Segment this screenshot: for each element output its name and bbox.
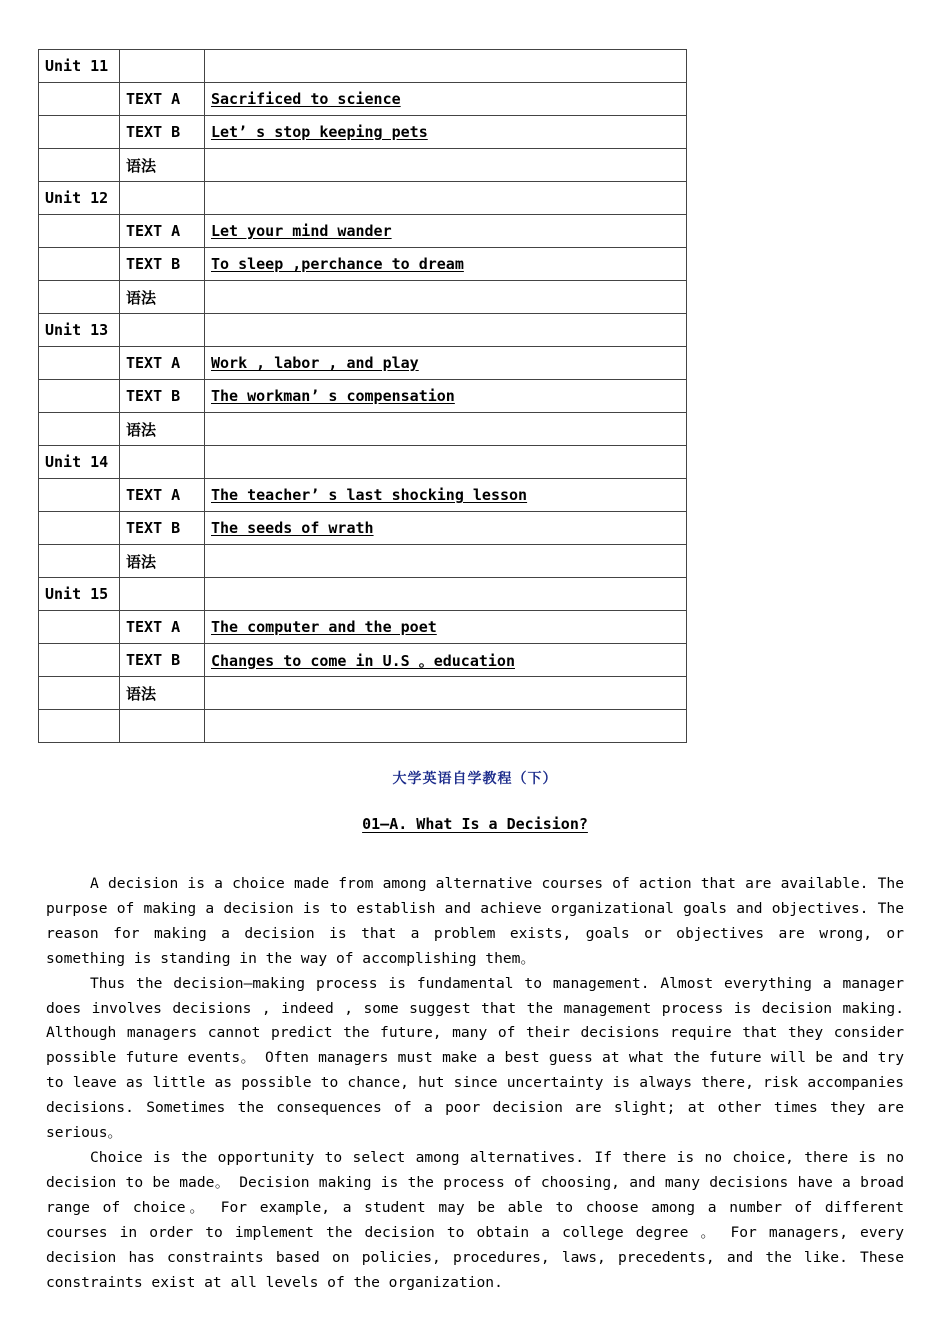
title-cell [205, 50, 687, 83]
section-label: TEXT A [126, 618, 181, 636]
section-cell [120, 50, 205, 83]
section-label: TEXT B [126, 255, 181, 273]
text-title: Sacrificed to science [211, 90, 401, 108]
text-title: To sleep ,perchance to dream [211, 255, 464, 273]
text-title: The computer and the poet [211, 618, 437, 636]
section-label: TEXT B [126, 651, 181, 669]
unit-label: Unit 12 [45, 189, 109, 207]
section-label: TEXT A [126, 354, 181, 372]
section-cell [120, 710, 205, 743]
title-cell [205, 677, 687, 710]
unit-cell [39, 116, 120, 149]
title-cell [205, 446, 687, 479]
title-cell [205, 380, 687, 413]
title-cell [205, 149, 687, 182]
table-row [39, 215, 687, 248]
title-cell [205, 611, 687, 644]
unit-cell [39, 347, 120, 380]
title-cell [205, 347, 687, 380]
title-cell [205, 413, 687, 446]
text-title: Let your mind wander [211, 222, 392, 240]
title-cell [205, 182, 687, 215]
section-cell [120, 446, 205, 479]
text-title: Let’ s stop keeping pets [211, 123, 428, 141]
text-title: Work , labor , and play [211, 354, 419, 372]
section-label: TEXT B [126, 387, 181, 405]
lesson-title: 01—A. What Is a Decision? [362, 815, 588, 833]
table-row [39, 347, 687, 380]
unit-label: Unit 15 [45, 585, 109, 603]
unit-cell [39, 248, 120, 281]
table-row [39, 512, 687, 545]
section-label: TEXT A [126, 90, 181, 108]
paragraph-2: Thus the decision—making process is fundamental to management. Almost everything a manager does involves decisions , indeed , some suggest that the management process is decision making. Although managers cannot predict the future, many of their decisions require that they consider possible future events。 Often managers must make a best guess at what the future will be and try to leave as little as possible to chance, hut since uncertainty is always there, risk accompanies decisions. Sometimes the consequences of a poor decision are slight; at other times they are serious。 [46, 974, 904, 1142]
unit-cell [39, 512, 120, 545]
table-row [39, 149, 687, 182]
unit-cell [39, 446, 120, 479]
title-cell [205, 578, 687, 611]
unit-cell [39, 413, 120, 446]
unit-label: Unit 14 [45, 453, 109, 471]
text-title: The seeds of wrath [211, 519, 374, 537]
section-cell [120, 314, 205, 347]
unit-cell [39, 50, 120, 83]
table-row [39, 83, 687, 116]
section-label: TEXT B [126, 519, 181, 537]
table-row [39, 677, 687, 710]
paragraph-3: Choice is the opportunity to select among alternatives. If there is no choice, there is no decision to be made。 Decision making is the process of choosing, and many decisions have a broad range of choice。 For example, a student may be able to choose among a number of different courses in order to implement the decision to obtain a college degree 。 For managers, every decision has constraints based on policies, procedures, laws, precedents, and the like. These constraints exist at all levels of the organization. [46, 1148, 904, 1291]
section-cell [120, 347, 205, 380]
table-row [39, 578, 687, 611]
lesson-body [46, 872, 904, 1295]
unit-cell [39, 578, 120, 611]
table-row [39, 314, 687, 347]
unit-cell [39, 182, 120, 215]
unit-cell [39, 545, 120, 578]
title-cell [205, 644, 687, 677]
table-row [39, 116, 687, 149]
section-label: 语法 [126, 420, 157, 439]
table-row [39, 182, 687, 215]
text-title: Changes to come in U.S 。education [211, 651, 515, 670]
book-title: 大学英语自学教程（下） [392, 771, 558, 787]
section-label: TEXT B [126, 123, 181, 141]
unit-cell [39, 380, 120, 413]
section-cell [120, 611, 205, 644]
unit-cell [39, 611, 120, 644]
unit-cell [39, 281, 120, 314]
section-cell [120, 512, 205, 545]
table-row [39, 281, 687, 314]
section-cell [120, 215, 205, 248]
unit-label: Unit 11 [45, 57, 109, 75]
unit-cell [39, 215, 120, 248]
title-cell [205, 116, 687, 149]
table-row [39, 710, 687, 743]
section-cell [120, 413, 205, 446]
title-cell [205, 545, 687, 578]
table-row [39, 248, 687, 281]
title-cell [205, 248, 687, 281]
title-cell [205, 83, 687, 116]
paragraph-1: A decision is a choice made from among alternative courses of action that are available. The purpose of making a decision is to establish and achieve organizational goals and objectives. The reason for making a decision is that a problem exists, goals or objectives are wrong, or something is standing in the way of accomplishing them。 [46, 875, 904, 967]
section-cell [120, 380, 205, 413]
unit-cell [39, 83, 120, 116]
section-cell [120, 479, 205, 512]
unit-cell [39, 479, 120, 512]
text-title: The workman’ s compensation [211, 387, 455, 405]
section-cell [120, 281, 205, 314]
table-row [39, 380, 687, 413]
section-label: 语法 [126, 552, 157, 571]
title-cell [205, 314, 687, 347]
section-label: 语法 [126, 684, 157, 703]
contents-table-body [39, 50, 687, 743]
section-cell [120, 149, 205, 182]
title-cell [205, 215, 687, 248]
unit-cell [39, 149, 120, 182]
table-row [39, 644, 687, 677]
table-row [39, 413, 687, 446]
section-label: TEXT A [126, 222, 181, 240]
section-cell [120, 116, 205, 149]
section-cell [120, 644, 205, 677]
unit-cell [39, 710, 120, 743]
title-cell [205, 512, 687, 545]
unit-cell [39, 677, 120, 710]
title-cell [205, 281, 687, 314]
unit-cell [39, 314, 120, 347]
section-cell [120, 578, 205, 611]
section-label: 语法 [126, 156, 157, 175]
unit-cell [39, 644, 120, 677]
table-row [39, 446, 687, 479]
title-cell [205, 479, 687, 512]
unit-label: Unit 13 [45, 321, 109, 339]
section-label: TEXT A [126, 486, 181, 504]
table-row [39, 50, 687, 83]
section-cell [120, 248, 205, 281]
table-row [39, 479, 687, 512]
title-cell [205, 710, 687, 743]
section-cell [120, 677, 205, 710]
table-row [39, 545, 687, 578]
section-label: 语法 [126, 288, 157, 307]
text-title: The teacher’ s last shocking lesson [211, 486, 528, 504]
section-cell [120, 182, 205, 215]
section-cell [120, 545, 205, 578]
contents-table [38, 49, 687, 743]
table-row [39, 611, 687, 644]
section-cell [120, 83, 205, 116]
